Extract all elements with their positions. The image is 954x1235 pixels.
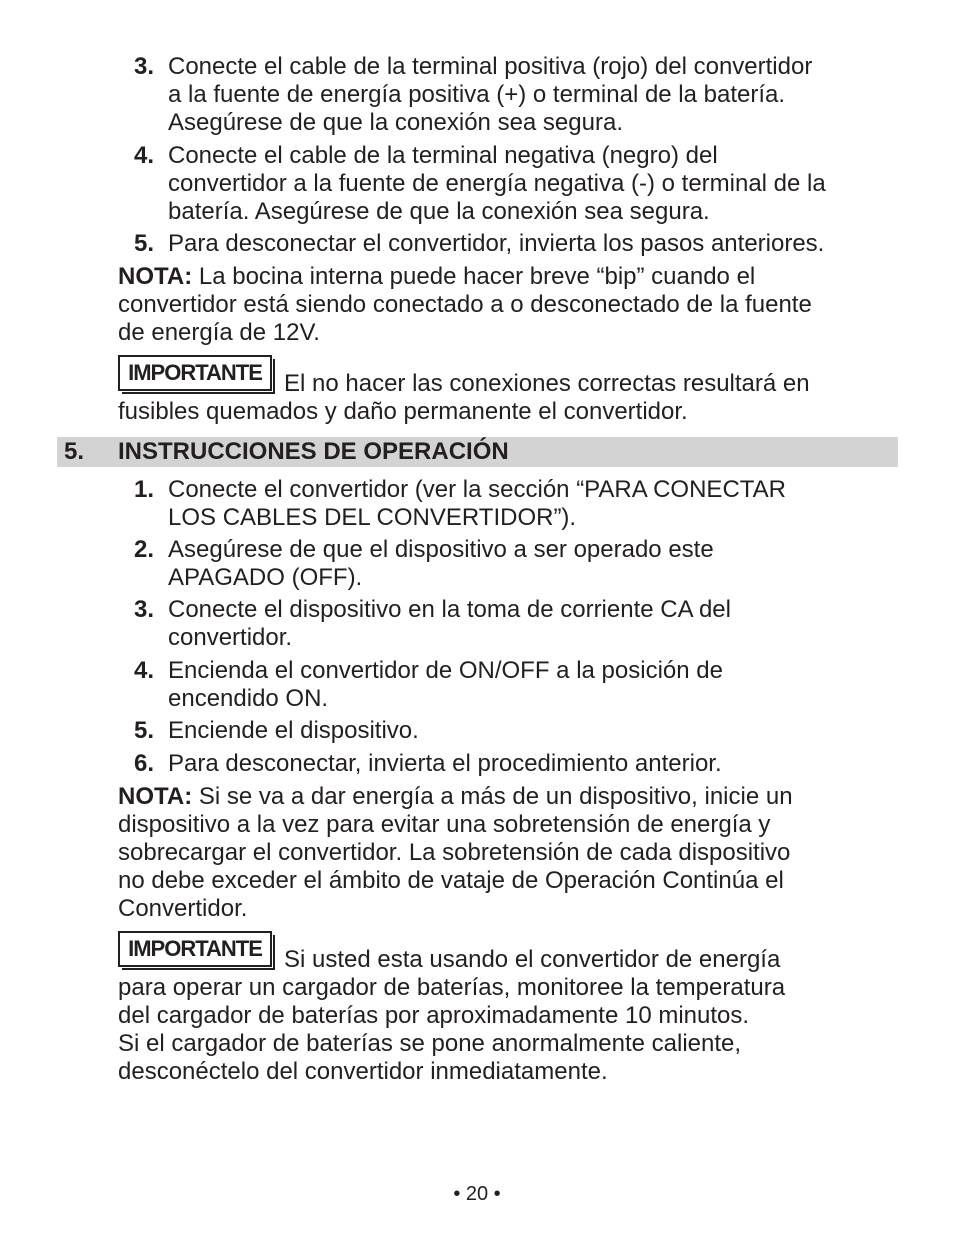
- step-number: 1.: [133, 476, 154, 503]
- note-line: no debe exceder el ámbito de vataje de Operación Continúa el: [118, 867, 784, 894]
- section-number: 5.: [64, 438, 85, 465]
- note-line: convertidor está siendo conectado a o desconectado de la fuente: [118, 291, 812, 318]
- note-line: Si se va a dar energía a más de un dispositivo, inicie un: [192, 783, 793, 810]
- note-label: NOTA:: [118, 263, 193, 290]
- note-line: de energía de 12V.: [118, 319, 320, 346]
- important-badge: IMPORTANTE: [118, 931, 272, 967]
- step-line: Enciende el dispositivo.: [168, 717, 419, 744]
- important-line: Si usted esta usando el convertidor de energía: [284, 946, 781, 973]
- step-text: [168, 536, 714, 592]
- note-label: NOTA:: [118, 783, 193, 810]
- page-number: • 20 •: [453, 1183, 501, 1205]
- note-line: La bocina interna puede hacer breve “bip” cuando el: [192, 263, 756, 290]
- step-text: [168, 230, 824, 258]
- step-line: Conecte el dispositivo en la toma de corriente CA del: [168, 596, 731, 623]
- note-line: dispositivo a la vez para evitar una sobretensión de energía y: [118, 811, 771, 838]
- step-line: convertidor a la fuente de energía negativa (-) o terminal de la: [168, 170, 826, 197]
- note-line: sobrecargar el convertidor. La sobretensión de cada dispositivo: [118, 839, 791, 866]
- step-line: batería. Asegúrese de que la conexión sea segura.: [168, 198, 710, 225]
- step-number: 4.: [133, 657, 154, 684]
- step-number: 6.: [133, 750, 154, 777]
- step-text: [168, 750, 722, 778]
- important-line: del cargador de baterías por aproximadamente 10 minutos.: [118, 1002, 750, 1029]
- important-line: Si el cargador de baterías se pone anormalmente caliente,: [118, 1030, 742, 1057]
- note-block: [118, 783, 793, 923]
- step-line: Conecte el cable de la terminal negativa (negro) del: [168, 142, 718, 169]
- important-line: fusibles quemados y daño permanente el convertidor.: [118, 398, 688, 425]
- step-line: Asegúrese de que la conexión sea segura.: [168, 109, 623, 136]
- step-number: 3.: [133, 596, 154, 623]
- step-text: [168, 142, 826, 226]
- step-number: 5.: [133, 717, 154, 744]
- step-line: Encienda el convertidor de ON/OFF a la posición de: [168, 657, 723, 684]
- section-title: INSTRUCCIONES DE OPERACIÓN: [118, 438, 509, 465]
- step-number: 4.: [133, 142, 154, 169]
- step-line: encendido ON.: [168, 685, 329, 712]
- step-number: 5.: [133, 230, 154, 257]
- step-line: Para desconectar, invierta el procedimiento anterior.: [168, 750, 722, 777]
- step-line: convertidor.: [168, 624, 293, 651]
- step-line: Conecte el convertidor (ver la sección “PARA CONECTAR: [168, 476, 786, 503]
- step-line: Asegúrese de que el dispositivo a ser operado este: [168, 536, 714, 563]
- important-line: desconéctelo del convertidor inmediatamente.: [118, 1058, 608, 1085]
- step-text: [168, 53, 812, 137]
- note-line: Convertidor.: [118, 895, 248, 922]
- step-text: [168, 717, 419, 745]
- step-number: 3.: [133, 53, 154, 80]
- step-line: a la fuente de energía positiva (+) o terminal de la batería.: [168, 81, 786, 108]
- step-line: APAGADO (OFF).: [168, 564, 363, 591]
- step-text: [168, 476, 786, 532]
- important-line: El no hacer las conexiones correctas resultará en: [284, 370, 810, 397]
- important-line: para operar un cargador de baterías, monitoree la temperatura: [118, 974, 786, 1001]
- step-text: [168, 657, 723, 713]
- step-line: LOS CABLES DEL CONVERTIDOR”).: [168, 504, 577, 531]
- note-block: [118, 263, 812, 347]
- step-line: Para desconectar el convertidor, invierta los pasos anteriores.: [168, 230, 825, 257]
- step-number: 2.: [133, 536, 154, 563]
- important-block: [118, 974, 785, 1086]
- step-line: Conecte el cable de la terminal positiva (rojo) del convertidor: [168, 53, 813, 80]
- important-badge: IMPORTANTE: [118, 355, 272, 391]
- step-text: [168, 596, 731, 652]
